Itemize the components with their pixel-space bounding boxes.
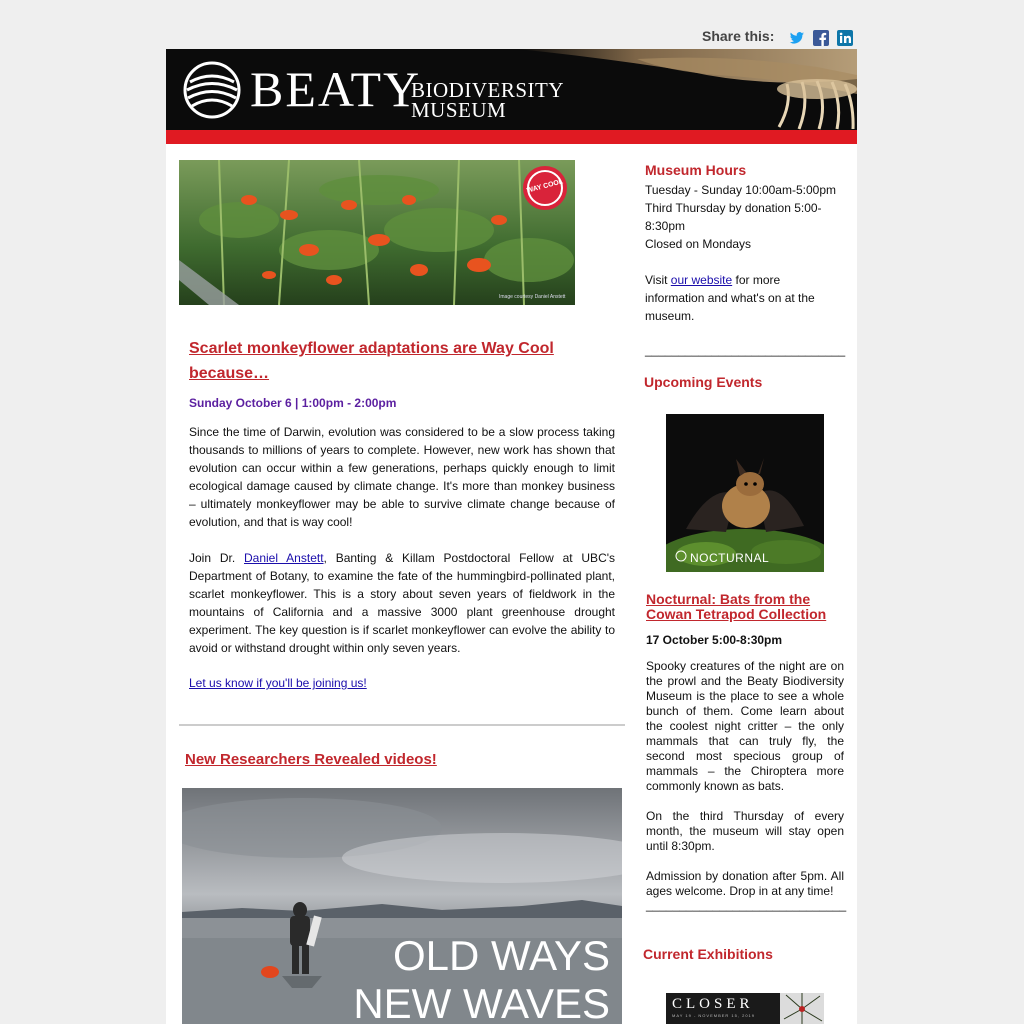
hours-line-3: 8:30pm [645,219,686,233]
article-title-link[interactable]: Scarlet monkeyflower adaptations are Way Cool because… [189,340,554,382]
nocturnal-paragraph-3: Admission by donation after 5pm. All ages welcome. Drop in at any time! [646,869,844,898]
header-red-bar [166,130,857,144]
daniel-anstett-link[interactable]: Daniel Anstett [244,551,324,565]
article-event-date: Sunday October 6 | 1:00pm - 2:00pm [189,396,397,410]
video-overlay-line2: NEW WAVES [353,980,610,1024]
nocturnal-event-date: 17 October 5:00-8:30pm [646,633,783,647]
hours-line-2: Third Thursday by donation 5:00- [645,201,822,215]
closer-title: CLOSER [672,996,754,1012]
videos-section-title-link[interactable]: New Researchers Revealed videos! [185,751,437,768]
visit-suffix: for more [732,273,781,287]
old-ways-new-waves-video-image[interactable] [182,788,622,1024]
way-cool-badge: WAY COOL [526,178,564,195]
linkedin-icon [837,30,853,46]
logo-subtitle-line1: BIODIVERSITY [411,78,564,102]
nocturnal-caption: NOCTURNAL [690,551,770,565]
video-overlay-line1: OLD WAYS [392,932,610,979]
newsletter-container [166,49,857,1024]
twitter-icon [789,30,805,46]
nocturnal-bat-image[interactable] [666,414,824,572]
sidebar-rule-1: ______________________________ [645,343,846,357]
hours-line-1: Tuesday - Sunday 10:00am-5:00pm [645,183,836,197]
museum-logo-icon [182,60,242,120]
museum-hours-text [645,181,836,253]
bat-photo [666,414,824,572]
closer-dates: MAY 19 - NOVEMBER 15, 2019 [672,1013,755,1018]
nocturnal-event-title-link[interactable]: Nocturnal: Bats from the Cowan Tetrapod Collection [646,591,827,622]
our-website-link[interactable]: our website [670,273,733,287]
article-paragraph-1: Since the time of Darwin, evolution was considered to be a slow process taking thousands to millions of years to complete. However, new work has shown that evolution can occur within a few generations, perhaps quickly enough to limit ecological damage caused by climate change. It's more than monkey business – ultimately monkeyflower may be able to survive climate change because of evolution, and that is way cool! [189,425,615,529]
monkeyflower-photo [179,160,575,305]
facebook-icon [813,30,829,46]
article-paragraph-2 [189,549,615,657]
para2-prefix: Join Dr. [189,551,244,565]
logo-subtitle-line2: MUSEUM [411,98,507,122]
closer-specimen-image [780,993,824,1024]
visit-line-2: information and what's on at the [645,291,815,305]
image-credit: Image courtesy Daniel Anstett [499,294,566,300]
share-label: Share this: [702,28,775,44]
header-banner [166,49,857,144]
closer-exhibition-image[interactable] [666,993,824,1024]
upcoming-events-title: Upcoming Events [644,374,763,390]
linkedin-share-button[interactable] [837,30,853,46]
section-divider [179,724,625,726]
nocturnal-paragraph-2: On the third Thursday of every month, the museum will stay open until 8:30pm. [646,809,844,853]
visit-line-3: museum. [645,309,695,323]
facebook-share-button[interactable] [813,30,829,46]
visit-website-text [645,271,815,325]
whale-skeleton-image [517,49,857,130]
nocturnal-paragraph-1: Spooky creatures of the night are on the prowl and the Beaty Biodiversity Museum is the place to see a whole bunch of them. Come learn about the coolest night critter – the only mammals that can truly fly, the second most specious group of mammals – the Chiroptera more commonly known as bats. [646,659,844,793]
monkeyflower-hero-image [179,160,575,305]
para2-suffix: , Banting & Killam Postdoctoral Fellow at UBC's Department of Botany, to examine the fate of the hummingbird-pollinated plant, scarlet monkeyflower. This is a story about seven years of fieldwork in the mountains of California and a massive 3000 plant greenhouse drought experiment. The key question is if scarlet monkeyflower can evolve the ability to avoid or withstand drought within only seven years. [189,551,616,655]
current-exhibitions-title: Current Exhibitions [643,946,773,962]
hours-line-4: Closed on Mondays [645,237,752,251]
logo-wordmark: BEATY [250,61,422,117]
visit-prefix: Visit [645,273,671,287]
museum-hours-title: Museum Hours [645,162,747,178]
rsvp-link[interactable]: Let us know if you'll be joining us! [189,676,367,690]
twitter-share-button[interactable] [789,30,805,46]
sidebar-rule-2: ______________________________ [646,898,847,912]
